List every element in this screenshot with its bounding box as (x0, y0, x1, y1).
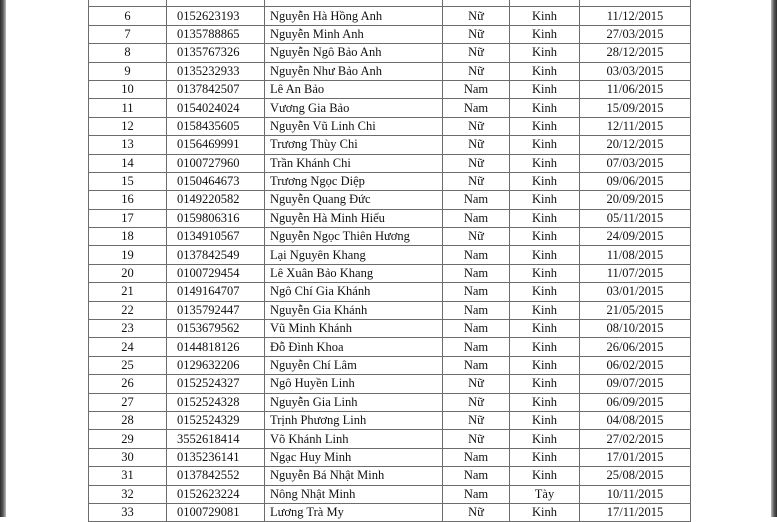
ethnicity-cell: Kinh (510, 25, 580, 43)
table-row (89, 7, 691, 25)
ethnicity-cell: Kinh (510, 191, 580, 209)
student-name-cell: Nguyễn Hà Hồng Anh (265, 7, 443, 25)
ethnicity-cell: Kinh (510, 44, 580, 62)
gender-cell: Nữ (443, 136, 510, 154)
student-name-cell: Nguyễn Minh Anh (265, 25, 443, 43)
ethnicity-cell: Kinh (510, 264, 580, 282)
birth-date-cell: 11/06/2015 (580, 80, 691, 98)
ethnicity-cell: Kinh (510, 7, 580, 25)
birth-date-cell: 17/11/2015 (580, 503, 691, 521)
student-name-cell: Ngạc Huy Minh (265, 448, 443, 466)
student-id-cell: 0137842507 (167, 80, 265, 98)
table-row (89, 99, 691, 117)
birth-date-cell: 05/11/2015 (580, 209, 691, 227)
table-row (89, 25, 691, 43)
student-id-cell: 0152524328 (167, 393, 265, 411)
ethnicity-cell: Kinh (510, 301, 580, 319)
table-row (89, 393, 691, 411)
table-row (89, 228, 691, 246)
table-row (89, 172, 691, 190)
ethnicity-cell: Kinh (510, 320, 580, 338)
row-number-cell: 17 (89, 209, 167, 227)
ethnicity-cell: Kinh (510, 448, 580, 466)
ethnicity-cell: Tày (510, 485, 580, 503)
student-name-cell: Lê An Bảo (265, 80, 443, 98)
student-name-cell: Nguyễn Ngọc Thiên Hương (265, 228, 443, 246)
right-edge-shadow (771, 0, 777, 517)
birth-date-cell (580, 0, 691, 7)
row-number-cell: 20 (89, 264, 167, 282)
table-row (89, 0, 691, 7)
student-name-cell: Ngô Chí Gia Khánh (265, 283, 443, 301)
student-list-sheet (88, 0, 690, 522)
gender-cell (443, 0, 510, 7)
student-name-cell: Đỗ Đình Khoa (265, 338, 443, 356)
gender-cell: Nữ (443, 7, 510, 25)
table-row (89, 485, 691, 503)
student-id-cell: 0152623193 (167, 7, 265, 25)
row-number-cell: 11 (89, 99, 167, 117)
ethnicity-cell: Kinh (510, 80, 580, 98)
birth-date-cell: 20/12/2015 (580, 136, 691, 154)
gender-cell: Nữ (443, 62, 510, 80)
student-name-cell: Lê Xuân Bảo Khang (265, 264, 443, 282)
birth-date-cell: 27/02/2015 (580, 430, 691, 448)
student-id-cell: 0100729454 (167, 264, 265, 282)
student-name-cell: Trịnh Phương Linh (265, 411, 443, 429)
student-id-cell: 0156469991 (167, 136, 265, 154)
student-id-cell: 0154024024 (167, 99, 265, 117)
birth-date-cell: 26/06/2015 (580, 338, 691, 356)
student-name-cell: Võ Khánh Linh (265, 430, 443, 448)
row-number-cell: 24 (89, 338, 167, 356)
table-row (89, 44, 691, 62)
ethnicity-cell (510, 0, 580, 7)
row-number-cell: 8 (89, 44, 167, 62)
table-row (89, 411, 691, 429)
table-row (89, 191, 691, 209)
ethnicity-cell: Kinh (510, 503, 580, 521)
table-row (89, 503, 691, 521)
table-row (89, 430, 691, 448)
birth-date-cell: 28/12/2015 (580, 44, 691, 62)
row-number-cell: 9 (89, 62, 167, 80)
ethnicity-cell: Kinh (510, 411, 580, 429)
table-row (89, 117, 691, 135)
student-name-cell: Nguyễn Gia Linh (265, 393, 443, 411)
left-edge-shadow (0, 0, 6, 517)
student-id-cell: 0135767326 (167, 44, 265, 62)
student-id-cell: 0129632206 (167, 356, 265, 374)
gender-cell: Nam (443, 191, 510, 209)
birth-date-cell: 11/12/2015 (580, 7, 691, 25)
table-row (89, 136, 691, 154)
student-table (88, 0, 691, 522)
row-number-cell: 18 (89, 228, 167, 246)
birth-date-cell: 20/09/2015 (580, 191, 691, 209)
student-name-cell: Nguyễn Như Bảo Anh (265, 62, 443, 80)
gender-cell: Nam (443, 320, 510, 338)
student-id-cell: 0100729081 (167, 503, 265, 521)
ethnicity-cell: Kinh (510, 136, 580, 154)
gender-cell: Nam (443, 338, 510, 356)
row-number-cell: 12 (89, 117, 167, 135)
student-id-cell: 0135792447 (167, 301, 265, 319)
ethnicity-cell: Kinh (510, 209, 580, 227)
row-number-cell: 32 (89, 485, 167, 503)
row-number-cell: 15 (89, 172, 167, 190)
student-id-cell: 0159806316 (167, 209, 265, 227)
table-row (89, 320, 691, 338)
gender-cell: Nam (443, 485, 510, 503)
gender-cell: Nữ (443, 393, 510, 411)
row-number-cell: 30 (89, 448, 167, 466)
birth-date-cell: 24/09/2015 (580, 228, 691, 246)
row-number-cell: 13 (89, 136, 167, 154)
row-number-cell: 19 (89, 246, 167, 264)
student-id-cell: 0135232933 (167, 62, 265, 80)
student-id-cell: 0100727960 (167, 154, 265, 172)
table-row (89, 62, 691, 80)
student-name-cell: Trương Thùy Chi (265, 136, 443, 154)
student-id-cell: 0149164707 (167, 283, 265, 301)
student-name-cell: Vũ Minh Khánh (265, 320, 443, 338)
student-name-cell: Nguyễn Vũ Linh Chi (265, 117, 443, 135)
student-id-cell: 0135236141 (167, 448, 265, 466)
table-row (89, 154, 691, 172)
gender-cell: Nữ (443, 154, 510, 172)
birth-date-cell: 15/09/2015 (580, 99, 691, 117)
birth-date-cell: 09/07/2015 (580, 375, 691, 393)
birth-date-cell: 21/05/2015 (580, 301, 691, 319)
gender-cell: Nữ (443, 503, 510, 521)
birth-date-cell: 11/07/2015 (580, 264, 691, 282)
gender-cell: Nữ (443, 375, 510, 393)
student-id-cell: 0134910567 (167, 228, 265, 246)
ethnicity-cell: Kinh (510, 246, 580, 264)
student-name-cell: Lại Nguyên Khang (265, 246, 443, 264)
student-name-cell: Nguyễn Bá Nhật Minh (265, 467, 443, 485)
student-name-cell: Nguyễn Gia Khánh (265, 301, 443, 319)
student-id-cell: 0152524329 (167, 411, 265, 429)
gender-cell: Nam (443, 246, 510, 264)
student-table-body (89, 0, 691, 522)
table-row (89, 301, 691, 319)
birth-date-cell: 07/03/2015 (580, 154, 691, 172)
gender-cell: Nam (443, 80, 510, 98)
row-number-cell: 21 (89, 283, 167, 301)
gender-cell: Nam (443, 356, 510, 374)
row-number-cell: 29 (89, 430, 167, 448)
student-id-cell: 0158435605 (167, 117, 265, 135)
gender-cell: Nam (443, 467, 510, 485)
student-name-cell: Lương Trà My (265, 503, 443, 521)
row-number-cell: 10 (89, 80, 167, 98)
table-row (89, 467, 691, 485)
student-id-cell: 0153679562 (167, 320, 265, 338)
ethnicity-cell: Kinh (510, 393, 580, 411)
student-name-cell: Trương Ngọc Diệp (265, 172, 443, 190)
table-row (89, 356, 691, 374)
ethnicity-cell: Kinh (510, 283, 580, 301)
table-row (89, 80, 691, 98)
table-row (89, 264, 691, 282)
row-number-cell: 27 (89, 393, 167, 411)
gender-cell: Nữ (443, 117, 510, 135)
table-row (89, 448, 691, 466)
student-id-cell (167, 0, 265, 7)
student-id-cell: 3552618414 (167, 430, 265, 448)
ethnicity-cell: Kinh (510, 172, 580, 190)
table-row (89, 283, 691, 301)
student-name-cell: Ngô Huyền Linh (265, 375, 443, 393)
birth-date-cell: 04/08/2015 (580, 411, 691, 429)
row-number-cell: 16 (89, 191, 167, 209)
student-id-cell: 0150464673 (167, 172, 265, 190)
row-number-cell: 25 (89, 356, 167, 374)
ethnicity-cell: Kinh (510, 154, 580, 172)
gender-cell: Nữ (443, 172, 510, 190)
ethnicity-cell: Kinh (510, 356, 580, 374)
row-number-cell: 22 (89, 301, 167, 319)
table-row (89, 375, 691, 393)
student-id-cell: 0149220582 (167, 191, 265, 209)
ethnicity-cell: Kinh (510, 430, 580, 448)
birth-date-cell: 17/01/2015 (580, 448, 691, 466)
student-name-cell: Trần Khánh Chi (265, 154, 443, 172)
row-number-cell: 31 (89, 467, 167, 485)
table-row (89, 209, 691, 227)
student-name-cell: Nông Nhật Minh (265, 485, 443, 503)
student-id-cell: 0137842549 (167, 246, 265, 264)
ethnicity-cell: Kinh (510, 228, 580, 246)
ethnicity-cell: Kinh (510, 467, 580, 485)
birth-date-cell: 12/11/2015 (580, 117, 691, 135)
gender-cell: Nam (443, 209, 510, 227)
student-id-cell: 0152524327 (167, 375, 265, 393)
row-number-cell: 14 (89, 154, 167, 172)
ethnicity-cell: Kinh (510, 99, 580, 117)
birth-date-cell: 09/06/2015 (580, 172, 691, 190)
gender-cell: Nam (443, 301, 510, 319)
ethnicity-cell: Kinh (510, 117, 580, 135)
gender-cell: Nam (443, 283, 510, 301)
birth-date-cell: 11/08/2015 (580, 246, 691, 264)
gender-cell: Nữ (443, 228, 510, 246)
table-row (89, 338, 691, 356)
row-number-cell: 6 (89, 7, 167, 25)
student-id-cell: 0144818126 (167, 338, 265, 356)
gender-cell: Nữ (443, 44, 510, 62)
birth-date-cell: 06/02/2015 (580, 356, 691, 374)
ethnicity-cell: Kinh (510, 62, 580, 80)
birth-date-cell: 06/09/2015 (580, 393, 691, 411)
row-number-cell: 28 (89, 411, 167, 429)
row-number-cell (89, 0, 167, 7)
row-number-cell: 23 (89, 320, 167, 338)
birth-date-cell: 03/03/2015 (580, 62, 691, 80)
table-row (89, 246, 691, 264)
student-name-cell: Nguyễn Chí Lâm (265, 356, 443, 374)
birth-date-cell: 10/11/2015 (580, 485, 691, 503)
gender-cell: Nữ (443, 430, 510, 448)
student-name-cell: Vương Gia Bảo (265, 99, 443, 117)
student-name-cell: Nguyễn Ngô Bảo Anh (265, 44, 443, 62)
student-name-cell (265, 0, 443, 7)
student-name-cell: Nguyễn Quang Đức (265, 191, 443, 209)
student-name-cell: Nguyễn Hà Minh Hiếu (265, 209, 443, 227)
student-id-cell: 0137842552 (167, 467, 265, 485)
student-id-cell: 0152623224 (167, 485, 265, 503)
gender-cell: Nam (443, 448, 510, 466)
row-number-cell: 33 (89, 503, 167, 521)
birth-date-cell: 25/08/2015 (580, 467, 691, 485)
gender-cell: Nữ (443, 25, 510, 43)
gender-cell: Nam (443, 264, 510, 282)
birth-date-cell: 27/03/2015 (580, 25, 691, 43)
gender-cell: Nam (443, 99, 510, 117)
row-number-cell: 7 (89, 25, 167, 43)
ethnicity-cell: Kinh (510, 375, 580, 393)
student-id-cell: 0135788865 (167, 25, 265, 43)
birth-date-cell: 08/10/2015 (580, 320, 691, 338)
birth-date-cell: 03/01/2015 (580, 283, 691, 301)
row-number-cell: 26 (89, 375, 167, 393)
gender-cell: Nữ (443, 411, 510, 429)
ethnicity-cell: Kinh (510, 338, 580, 356)
